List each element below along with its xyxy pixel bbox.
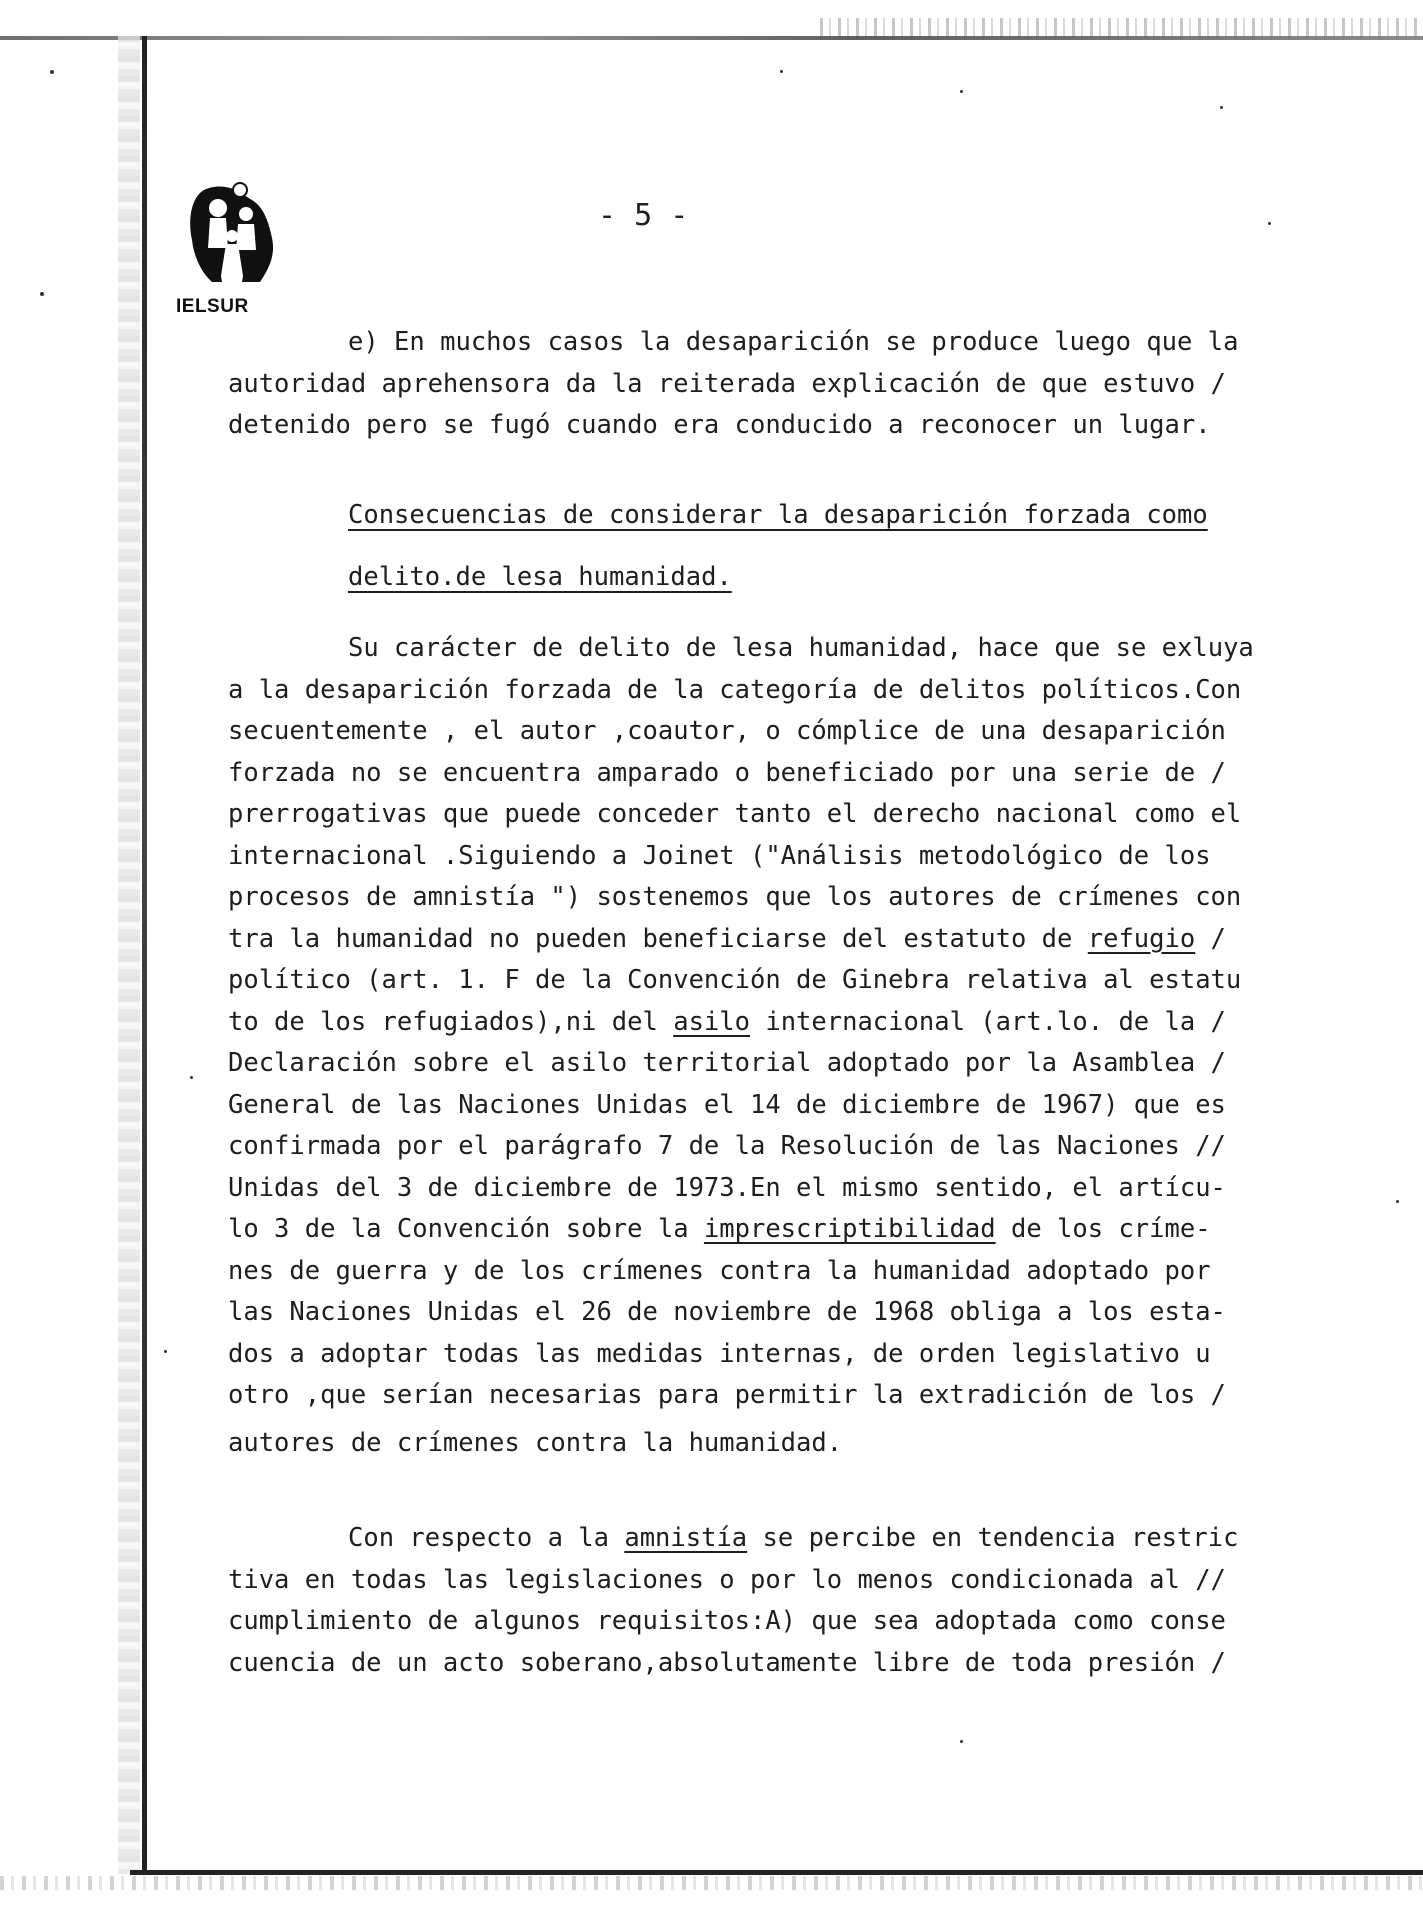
text-line: Su carácter de delito de lesa humanidad, hace que se exluya (348, 633, 1254, 663)
page-border-bottom (130, 1870, 1423, 1875)
text-line: procesos de amnistía ") sostenemos que los autores de crímenes con (228, 882, 1242, 912)
text-line: autores de crímenes contra la humanidad. (228, 1427, 843, 1458)
text-line: cuencia de un acto soberano,absolutamente libre de toda presión / (228, 1647, 1226, 1678)
scan-speck (960, 90, 963, 93)
text-line: forzada no se encuentra amparado o beneficiado por una serie de / (228, 757, 1226, 788)
page-border-top (0, 36, 1423, 40)
text-line: otro ,que serían necesarias para permitir la extradición de los / (228, 1380, 1226, 1410)
scan-speck (1396, 1200, 1399, 1203)
scan-noise-bottom (0, 1876, 1423, 1890)
text-line: tiva en todas las legislaciones o por lo menos condicionada al // (228, 1564, 1226, 1595)
text-line: autoridad aprehensora da la reiterada explicación de que estuvo / (228, 368, 1226, 399)
text-line: confirmada por el parágrafo 7 de la Resolución de las Naciones // (228, 1131, 1226, 1161)
paragraph-consequences (228, 628, 1358, 1464)
scan-speck (780, 70, 783, 73)
heading-line: Consecuencias de considerar la desaparición forzada como (348, 500, 1208, 530)
text-line: Unidas del 3 de diciembre de 1973.En el mismo sentido, el artícu- (228, 1172, 1226, 1203)
scan-speck (164, 1350, 167, 1353)
underlined-term: amnistía (624, 1523, 748, 1553)
text-line: e) En muchos casos la desaparición se produce luego que la (348, 327, 1239, 357)
underlined-term: imprescriptibilidad (703, 1214, 996, 1244)
scan-speck (50, 70, 54, 74)
text-line: to de los refugiados),ni del asilo internacional (art.lo. de la / (228, 1006, 1226, 1037)
scan-speck (190, 1076, 193, 1079)
text-line: nes de guerra y de los crímenes contra la humanidad adoptado por (228, 1255, 1211, 1286)
page-number: - 5 - (598, 198, 689, 233)
underlined-term: refugio (1087, 923, 1196, 954)
logo-label: IELSUR (176, 296, 249, 317)
text-line: General de las Naciones Unidas el 14 de diciembre de 1967) que es (228, 1089, 1226, 1120)
scan-noise-top (820, 18, 1420, 38)
section-heading (348, 484, 1208, 608)
paragraph-amnesty (228, 1518, 1358, 1684)
ielsur-logo-icon (182, 178, 282, 288)
text-line: cumplimiento de algunos requisitos:A) que sea adoptada como conse (228, 1606, 1226, 1636)
text-line: dos a adoptar todas las medidas internas, de orden legislativo u (228, 1338, 1211, 1369)
text-line: político (art. 1. F de la Convención de Ginebra relativa al estatu (228, 965, 1242, 995)
page-border-left (142, 36, 147, 1874)
scan-speck (1268, 222, 1271, 225)
text-line: las Naciones Unidas el 26 de noviembre de 1968 obliga a los esta- (228, 1297, 1226, 1327)
scan-speck (960, 1740, 963, 1743)
text-line: lo 3 de la Convención sobre la imprescriptibilidad de los críme- (228, 1214, 1211, 1244)
text-line: a la desaparición forzada de la categoría de delitos políticos.Con (228, 674, 1242, 705)
text-line: prerrogativas que puede conceder tanto el derecho nacional como el (228, 799, 1242, 829)
heading-line: delito.de lesa humanidad. (348, 562, 732, 592)
paragraph-e (228, 322, 1358, 447)
scan-speck (40, 292, 44, 296)
text-line: Con respecto a la amnistía se percibe en tendencia restric (348, 1523, 1239, 1553)
text-line: internacional .Siguiendo a Joinet ("Análisis metodológico de los (228, 840, 1211, 871)
scan-speck (1220, 106, 1223, 109)
underlined-term: asilo (673, 1006, 750, 1037)
text-line: secuentemente , el autor ,coautor, o cómplice de una desaparición (228, 716, 1226, 746)
text-line: detenido pero se fugó cuando era conducido a reconocer un lugar. (228, 410, 1211, 440)
text-line: tra la humanidad no pueden beneficiarse del estatuto de refugio / (228, 923, 1226, 954)
text-line: Declaración sobre el asilo territorial adoptado por la Asamblea / (228, 1048, 1226, 1078)
scan-shadow-left (118, 36, 140, 1874)
